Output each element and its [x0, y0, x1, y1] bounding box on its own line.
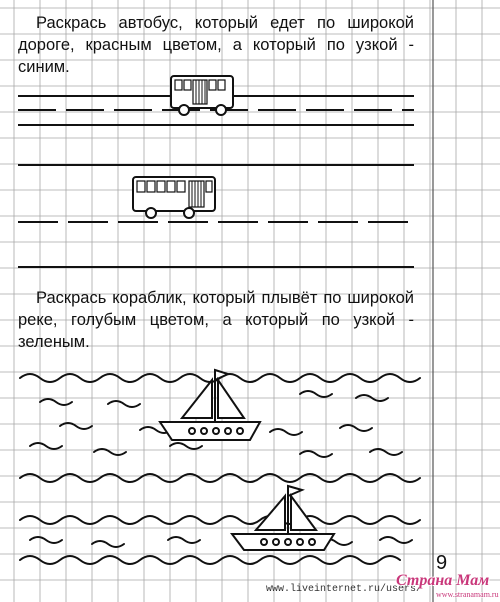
- site-logo: [396, 572, 499, 599]
- narrow-river-top-bank: [20, 516, 420, 524]
- wave: [30, 443, 62, 449]
- page-number: 9: [436, 552, 448, 574]
- wave: [340, 425, 372, 431]
- logo-sub-text: www.stranamam.ru: [436, 590, 499, 599]
- footer-url: www.liveinternet.ru/users/: [266, 584, 423, 595]
- task-boat-text: Раскрась кораблик, который плывёт по широкой реке, голубым цветом, а который по узкой - зеленым.: [18, 289, 414, 351]
- wave: [356, 395, 388, 401]
- wave: [270, 429, 302, 435]
- wave: [92, 541, 124, 547]
- logo-text: Страна Мам: [396, 572, 490, 589]
- wide-river-bottom-bank: [20, 474, 420, 482]
- wave: [300, 451, 332, 457]
- wave: [380, 537, 412, 543]
- narrow-river-bottom-bank: [20, 556, 400, 564]
- wave: [370, 449, 402, 455]
- wave: [300, 391, 332, 397]
- wave: [40, 399, 72, 405]
- wave: [94, 449, 126, 455]
- task-bus-text: Раскрась автобус, который едет по широкой дороге, красным цветом, а который по узкой - синим.: [18, 14, 414, 76]
- wave: [170, 443, 202, 449]
- wave: [168, 537, 200, 543]
- wave: [60, 423, 92, 429]
- wave: [108, 401, 140, 407]
- wave: [30, 537, 62, 543]
